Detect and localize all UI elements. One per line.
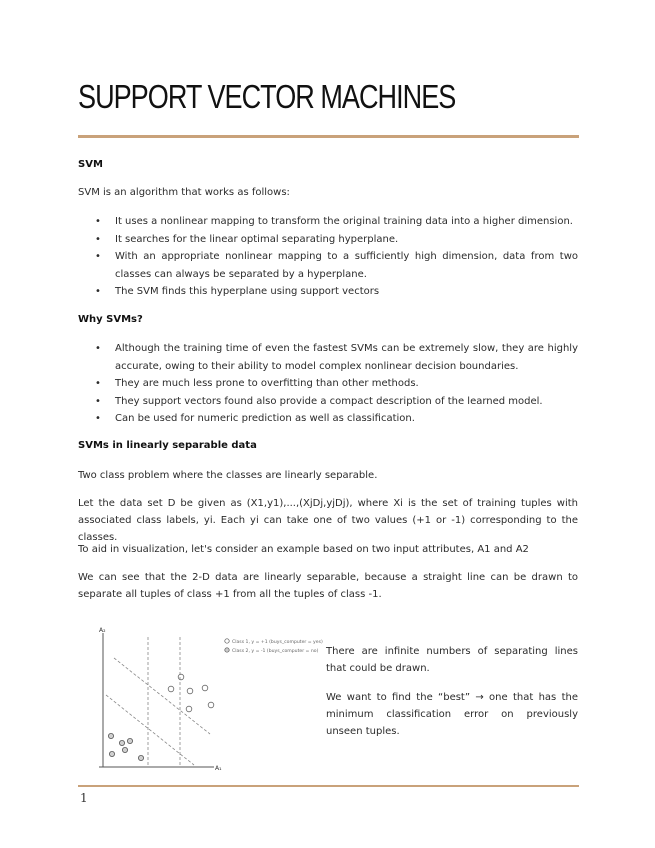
- paragraph-data-set: Let the data set D be given as (X1,y1),...,(XjDj,yjDj), where Xi is the set of training tuples with associated class labels, yi. Each yi can take one of two values (+1 or -1) corresponding to the classes.: [78, 498, 578, 543]
- list-item: • With an appropriate nonlinear mapping to a sufficiently high dimension, data from two classes can always be separated by a hyperplane.: [78, 248, 578, 283]
- data-point-class1: [208, 702, 214, 708]
- svm-separating-lines-figure: [96, 625, 323, 773]
- heading-why-svms: Why SVMs?: [78, 314, 143, 325]
- legend-marker-class2: [225, 648, 229, 652]
- data-point-class2: [122, 747, 127, 752]
- x-axis-label: A₁: [215, 765, 222, 772]
- legend-marker-class1: [225, 639, 229, 643]
- data-point-class2: [138, 755, 143, 760]
- list-item: • They are much less prone to overfitting than other methods.: [78, 375, 578, 393]
- data-point-class1: [186, 706, 192, 712]
- list-item: • They support vectors found also provide a compact description of the learned model.: [78, 393, 578, 411]
- separating-line: [114, 658, 210, 734]
- page-number: 1: [80, 791, 88, 805]
- heading-svm: SVM: [78, 159, 103, 170]
- list-item: • It searches for the linear optimal separating hyperplane.: [78, 231, 578, 249]
- data-point-class1: [202, 685, 208, 691]
- data-point-class2: [119, 740, 124, 745]
- separating-line: [106, 695, 194, 765]
- page-title: SUPPORT VECTOR MACHINES: [78, 78, 456, 115]
- data-point-class1: [168, 686, 174, 692]
- legend-class2: Class 2, y = -1 (buys_computer = no): [232, 649, 319, 654]
- side-paragraph-infinite-lines: There are infinite numbers of separating lines that could be drawn.: [326, 646, 578, 674]
- data-point-class2: [127, 738, 132, 743]
- list-item: • Can be used for numeric prediction as well as classification.: [78, 410, 578, 428]
- footer-divider: [78, 785, 579, 787]
- heading-linearly-separable: SVMs in linearly separable data: [78, 440, 257, 451]
- data-point-class1: [187, 688, 193, 694]
- data-point-class1: [178, 674, 184, 680]
- paragraph-two-class: Two class problem where the classes are linearly separable.: [78, 470, 378, 481]
- data-point-class2: [108, 733, 113, 738]
- list-item: • Although the training time of even the fastest SVMs can be extremely slow, they are highly accurate, owing to their ability to model complex nonlinear decision boundaries.: [78, 340, 578, 375]
- list-item: • It uses a nonlinear mapping to transform the original training data into a higher dimension.: [78, 213, 578, 231]
- title-divider: [78, 135, 579, 138]
- svm-bullet-list: [78, 213, 578, 301]
- legend-class1: Class 1, y = +1 (buys_computer = yes): [232, 640, 323, 645]
- list-item: • The SVM finds this hyperplane using support vectors: [78, 283, 578, 301]
- why-svms-bullet-list: [78, 340, 578, 428]
- svm-intro: SVM is an algorithm that works as follows:: [78, 187, 290, 198]
- data-point-class2: [109, 751, 114, 756]
- paragraph-separable: We can see that the 2-D data are linearly separable, because a straight line can be drawn to separate all tuples of class +1 from all the tuples of class -1.: [78, 572, 578, 600]
- side-paragraph-best-line: We want to find the “best” → one that has the minimum classification error on previously unseen tuples.: [326, 692, 578, 737]
- paragraph-visualization: To aid in visualization, let's consider an example based on two input attributes, A1 and A2: [78, 544, 529, 555]
- y-axis-label: A₂: [99, 627, 106, 634]
